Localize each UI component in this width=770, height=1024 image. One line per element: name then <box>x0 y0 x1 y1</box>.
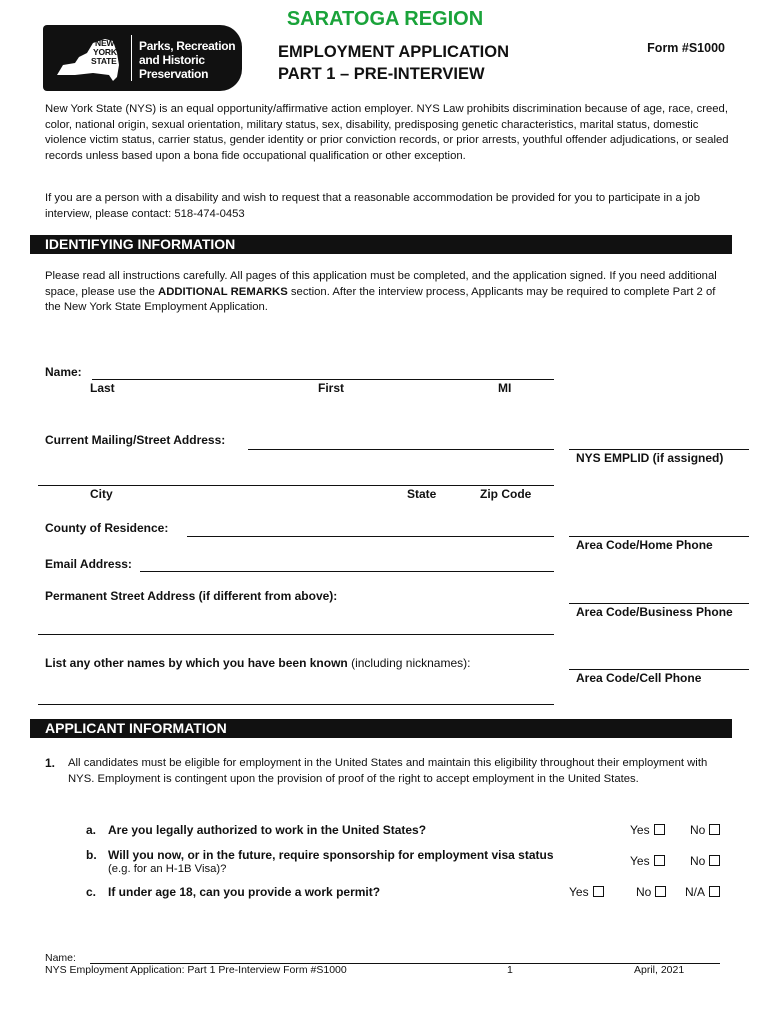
cell-phone-field[interactable] <box>569 669 749 670</box>
instructions-bold: ADDITIONAL REMARKS <box>158 285 288 298</box>
checkbox[interactable] <box>654 824 665 835</box>
form-title-line-2: PART 1 – PRE-INTERVIEW <box>278 65 485 83</box>
checkbox[interactable] <box>654 855 665 866</box>
page-number: 1 <box>507 964 513 976</box>
city-state-zip-field[interactable] <box>38 485 554 486</box>
emplid-caption: NYS EMPLID (if assigned) <box>576 451 724 465</box>
footer-date: April, 2021 <box>634 964 685 976</box>
eeo-statement: New York State (NYS) is an equal opportunity/affirmative action employer. NYS Law prohibits discrimination because of age, race, creed, color, national origin, sexual orientation, military status, sex, disability, predisposing genetic characteristics, marital status, domestic violence victim status, carrier status, gender identity or prior conviction records, or prior arrests, youthful offender adjudications, or sealed records unless based upon a bona fide occupational qualification or other exception. <box>45 103 729 162</box>
checkbox[interactable] <box>655 886 666 897</box>
region-title: SARATOGA REGION <box>286 8 484 30</box>
logo-state-1: NEW <box>95 38 115 48</box>
logo-agency-1: Parks, Recreation <box>139 39 236 53</box>
identifying-information-heading: IDENTIFYING INFORMATION <box>30 235 732 254</box>
zip-caption: Zip Code <box>480 487 532 501</box>
question-b-text: Will you now, or in the future, require sponsorship for employment visa status <box>108 848 554 862</box>
checkbox[interactable] <box>593 886 604 897</box>
mailing-address-field[interactable] <box>248 449 554 450</box>
mailing-address-label: Current Mailing/Street Address: <box>45 433 226 447</box>
question-b-note: (e.g. for an H-1B Visa)? <box>108 863 227 875</box>
accommodation-statement: If you are a person with a disability and wish to request that a reasonable accommodation be provided for you to participate in a job interview, please contact: 518-474-0453 <box>45 192 700 220</box>
email-field[interactable] <box>140 571 554 572</box>
no-label: No <box>690 854 706 868</box>
question-c-letter: c. <box>86 885 97 899</box>
home-phone-caption: Area Code/Home Phone <box>576 538 713 552</box>
question-c-text: If under age 18, can you provide a work permit? <box>108 885 381 899</box>
home-phone-field[interactable] <box>569 536 749 537</box>
no-label: No <box>690 823 706 837</box>
question-b-no[interactable] <box>690 854 720 868</box>
applicant-information-heading: APPLICANT INFORMATION <box>30 719 732 738</box>
na-label: N/A <box>685 885 706 899</box>
no-label: No <box>636 885 652 899</box>
cell-phone-caption: Area Code/Cell Phone <box>576 671 702 685</box>
question-a-yes[interactable] <box>630 823 665 837</box>
question-b-yes[interactable] <box>630 854 665 868</box>
permanent-address-label: Permanent Street Address (if different from above): <box>45 589 338 603</box>
footer-name-label: Name: <box>45 952 76 964</box>
first-name-caption: First <box>318 381 345 395</box>
name-label: Name: <box>45 365 82 379</box>
permanent-address-field[interactable] <box>38 634 554 635</box>
question-a-no[interactable] <box>690 823 720 837</box>
form-number: Form #S1000 <box>647 41 725 55</box>
question-1-text: All candidates must be eligible for employment in the United States and maintain this eligibility throughout their employment with NYS. Employment is contingent upon the provision of proof of the right to accept employment in the United States. <box>68 757 708 785</box>
other-names-note: (including nicknames): <box>347 656 471 670</box>
other-names-field[interactable] <box>38 704 554 705</box>
logo-agency-3: Preservation <box>139 67 209 81</box>
question-1-number: 1. <box>45 756 56 770</box>
other-names-label <box>45 656 470 670</box>
form-title <box>278 41 509 85</box>
business-phone-caption: Area Code/Business Phone <box>576 605 733 619</box>
yes-label: Yes <box>630 823 650 837</box>
form-title-line-1: EMPLOYMENT APPLICATION <box>278 43 509 61</box>
logo-state-3: STATE <box>91 56 117 66</box>
identifying-instructions <box>45 269 730 316</box>
checkbox[interactable] <box>709 886 720 897</box>
checkbox[interactable] <box>709 824 720 835</box>
county-field[interactable] <box>187 536 554 537</box>
email-label: Email Address: <box>45 557 132 571</box>
nys-parks-logo <box>43 25 242 91</box>
question-c-yes[interactable] <box>569 885 604 899</box>
city-caption: City <box>90 487 113 501</box>
name-field[interactable] <box>92 379 554 380</box>
question-a-letter: a. <box>86 823 97 837</box>
checkbox[interactable] <box>709 855 720 866</box>
last-name-caption: Last <box>90 381 115 395</box>
logo-agency-2: and Historic <box>139 53 205 67</box>
instructions-text-1: Please read all instructions carefully. All pages of this application must be completed, and the application signed. If you need additional space, please use the <box>45 270 717 298</box>
middle-initial-caption: MI <box>498 381 512 395</box>
footer-form-line: NYS Employment Application: Part 1 Pre-Interview Form #S1000 <box>45 964 347 976</box>
question-b-letter: b. <box>86 848 97 862</box>
instructions-text-2: section. After the interview process, Applicants may be required to complete Part 2 of the New York State Employment Application. <box>45 285 716 313</box>
state-caption: State <box>407 487 437 501</box>
county-label: County of Residence: <box>45 521 169 535</box>
question-c-na[interactable] <box>685 885 720 899</box>
yes-label: Yes <box>569 885 589 899</box>
emplid-field[interactable] <box>569 449 749 450</box>
business-phone-field[interactable] <box>569 603 749 604</box>
other-names-label-bold: List any other names by which you have been known <box>45 656 348 670</box>
question-c-no[interactable] <box>636 885 666 899</box>
question-a-text: Are you legally authorized to work in the United States? <box>108 823 427 837</box>
logo-divider <box>131 35 132 81</box>
yes-label: Yes <box>630 854 650 868</box>
logo-state-2: YORK <box>93 47 117 57</box>
